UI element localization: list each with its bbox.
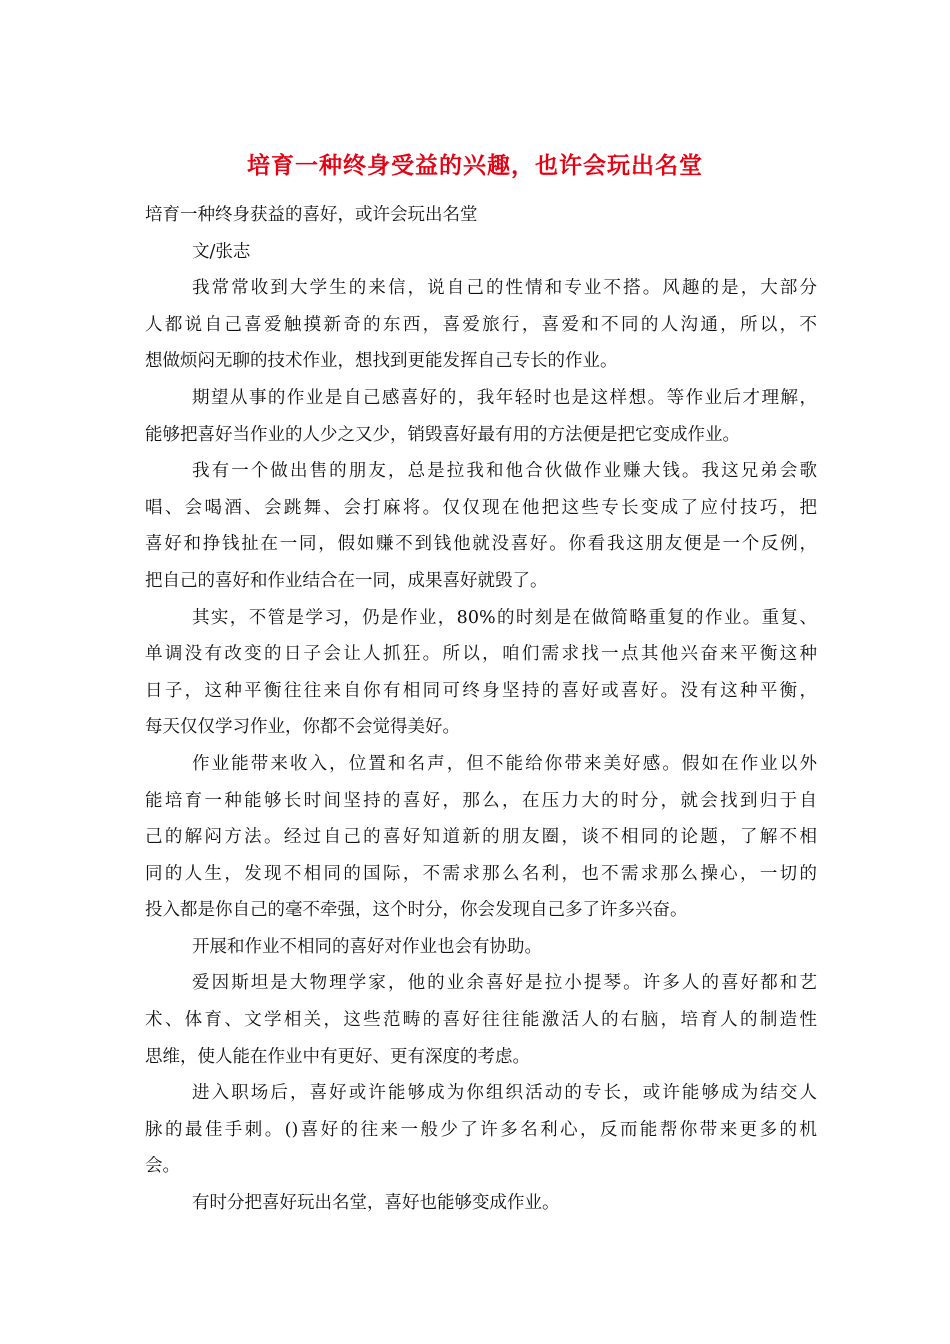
text-line: 能够把喜好当作业的人少之又少，销毁喜好最有用的方法便是把它变成作业。 [145, 424, 740, 445]
text-line: 有时分把喜好玩出名堂，喜好也能够变成作业。 [192, 1193, 560, 1214]
text-line: 想做烦闷无聊的技术作业，想找到更能发挥自己专长的作业。 [145, 351, 618, 372]
text-line: 作业能带来收入，位置和名声，但不能给你带来美好感。假如在作业以外 [192, 753, 817, 774]
text-line: 唱、会喝酒、会跳舞、会打麻将。仅仅现在他把这些专长变成了应付技巧，把 [145, 497, 817, 518]
text-line: 术、体育、文学相关，这些范畴的喜好往往能激活人的右脑，培育人的制造性 [145, 1010, 817, 1031]
text-line: 能培育一种能够长时间坚持的喜好，那么，在压力大的时分，就会找到归于自 [145, 790, 817, 811]
text-line: 其实，不管是学习，仍是作业，80%的时刻是在做简略重复的作业。重复、 [192, 607, 817, 628]
text-line: 开展和作业不相同的喜好对作业也会有协助。 [192, 936, 542, 957]
text-line: 喜好和挣钱扯在一同，假如赚不到钱他就没喜好。你看我这朋友便是一个反例， [145, 534, 817, 555]
text-line: 每天仅仅学习作业，你都不会觉得美好。 [145, 717, 460, 738]
text-line: 单调没有改变的日子会让人抓狂。所以，咱们需求找一点其他兴奋来平衡这种 [145, 644, 817, 665]
text-line: 己的解闷方法。经过自己的喜好知道新的朋友圈，谈不相同的论题，了解不相 [145, 827, 817, 848]
author-line: 文/张志 [192, 241, 251, 262]
text-line: 脉的最佳手刺。()喜好的往来一般少了许多名利心，反而能帮你带来更多的机 [145, 1119, 817, 1140]
text-line: 人都说自己喜爱触摸新奇的东西，喜爱旅行，喜爱和不同的人沟通，所以，不 [145, 314, 817, 335]
text-line: 期望从事的作业是自己感喜好的，我年轻时也是这样想。等作业后才理解， [192, 387, 817, 408]
text-line: 爱因斯坦是大物理学家，他的业余喜好是拉小提琴。许多人的喜好都和艺 [192, 973, 817, 994]
text-line: 进入职场后，喜好或许能够成为你组织活动的专长，或许能够成为结交人 [192, 1083, 817, 1104]
text-line: 会。 [145, 1156, 180, 1177]
text-line: 日子，这种平衡往往来自你有相同可终身坚持的喜好或喜好。没有这种平衡， [145, 680, 817, 701]
document-body [145, 197, 817, 1222]
subtitle-line: 培育一种终身获益的喜好，或许会玩出名堂 [145, 205, 478, 225]
text-line: 我有一个做出售的朋友，总是拉我和他合伙做作业赚大钱。我这兄弟会歌 [192, 461, 817, 482]
text-line: 把自己的喜好和作业结合在一同，成果喜好就毁了。 [145, 570, 548, 591]
text-line: 思维，使人能在作业中有更好、更有深度的考虑。 [145, 1046, 530, 1067]
text-line: 我常常收到大学生的来信，说自己的性情和专业不搭。风趣的是，大部分 [192, 278, 817, 299]
document-title: 培育一种终身受益的兴趣，也许会玩出名堂 [247, 152, 703, 179]
text-line: 同的人生，发现不相同的国际，不需求那么名利，也不需求那么操心，一切的 [145, 863, 817, 884]
text-line: 投入都是你自己的毫不牵强，这个时分，你会发现自己多了许多兴奋。 [145, 900, 688, 921]
